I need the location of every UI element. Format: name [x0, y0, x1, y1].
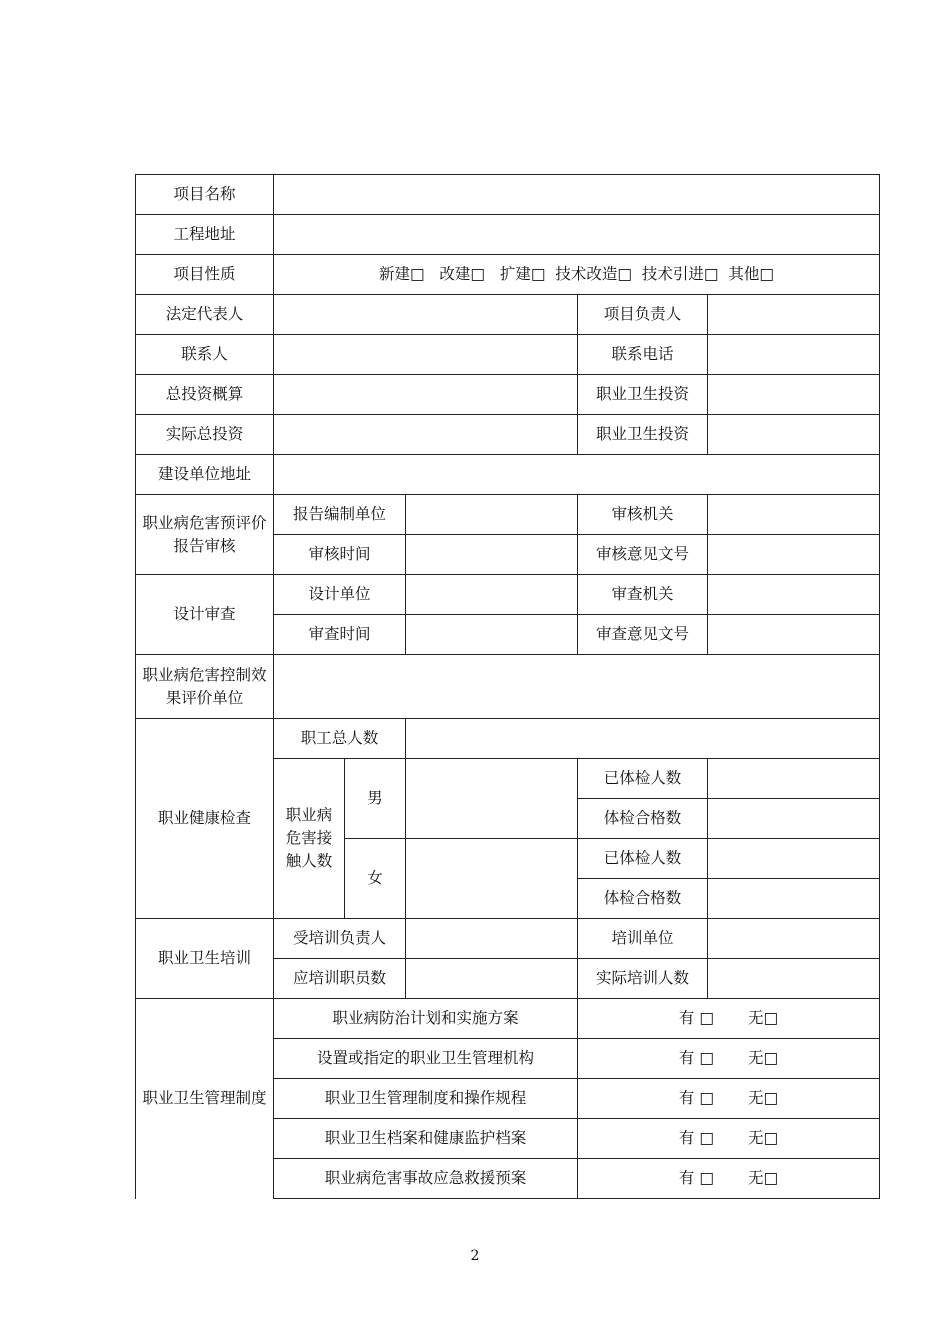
- address-label: 工程地址: [136, 215, 274, 255]
- male-qualified-field[interactable]: [708, 799, 880, 839]
- management-item-checkboxes[interactable]: [578, 1079, 880, 1119]
- review-time-label: 审核时间: [274, 535, 406, 575]
- male-examined-label: 已体检人数: [578, 759, 708, 799]
- management-item-label: 职业卫生档案和健康监护档案: [274, 1119, 578, 1159]
- project-lead-label: 项目负责人: [578, 295, 708, 335]
- total-budget-label: 总投资概算: [136, 375, 274, 415]
- female-count-field[interactable]: [406, 839, 578, 919]
- yes-checkbox[interactable]: 有 □: [678, 1129, 714, 1147]
- project-name-field[interactable]: [274, 175, 880, 215]
- no-checkbox[interactable]: 无□: [747, 1049, 779, 1067]
- trained-lead-field[interactable]: [406, 919, 578, 959]
- female-examined-field[interactable]: [708, 839, 880, 879]
- male-qualified-label: 体检合格数: [578, 799, 708, 839]
- yes-checkbox[interactable]: 有 □: [678, 1089, 714, 1107]
- management-item-checkboxes[interactable]: [578, 1039, 880, 1079]
- review-opinion-field[interactable]: [708, 535, 880, 575]
- project-nature-options[interactable]: 新建□ 改建□ 扩建□ 技术改造□ 技术引进□ 其他□: [274, 255, 880, 295]
- design-authority-field[interactable]: [708, 575, 880, 615]
- total-staff-label: 职工总人数: [274, 719, 406, 759]
- actual-trained-field[interactable]: [708, 959, 880, 999]
- management-item-label: 职业卫生管理制度和操作规程: [274, 1079, 578, 1119]
- control-eval-label: 职业病危害控制效果评价单位: [136, 655, 274, 719]
- female-qualified-label: 体检合格数: [578, 879, 708, 919]
- management-item-label: 职业病危害事故应急救援预案: [274, 1159, 578, 1199]
- design-authority-label: 审查机关: [578, 575, 708, 615]
- female-examined-label: 已体检人数: [578, 839, 708, 879]
- ohs-investment-field[interactable]: [708, 375, 880, 415]
- no-checkbox[interactable]: 无□: [747, 1009, 779, 1027]
- project-nature-label: 项目性质: [136, 255, 274, 295]
- total-budget-field[interactable]: [274, 375, 578, 415]
- project-lead-field[interactable]: [708, 295, 880, 335]
- yes-checkbox[interactable]: 有 □: [678, 1049, 714, 1067]
- management-item-checkboxes[interactable]: [578, 1119, 880, 1159]
- yes-checkbox[interactable]: 有 □: [678, 1009, 714, 1027]
- actual-total-field[interactable]: [274, 415, 578, 455]
- legal-rep-label: 法定代表人: [136, 295, 274, 335]
- contact-phone-field[interactable]: [708, 335, 880, 375]
- legal-rep-field[interactable]: [274, 295, 578, 335]
- male-examined-field[interactable]: [708, 759, 880, 799]
- management-label: 职业卫生管理制度: [136, 999, 274, 1199]
- expected-staff-field[interactable]: [406, 959, 578, 999]
- design-time-label: 审查时间: [274, 615, 406, 655]
- exposed-count-label: 职业病危害接触人数: [274, 759, 345, 919]
- actual-ohs-investment-field[interactable]: [708, 415, 880, 455]
- registration-form-table: [135, 174, 880, 1199]
- female-label: 女: [345, 839, 406, 919]
- contact-phone-label: 联系电话: [578, 335, 708, 375]
- ohs-investment-label: 职业卫生投资: [578, 375, 708, 415]
- trained-lead-label: 受培训负责人: [274, 919, 406, 959]
- no-checkbox[interactable]: 无□: [747, 1089, 779, 1107]
- contact-field[interactable]: [274, 335, 578, 375]
- no-checkbox[interactable]: 无□: [747, 1169, 779, 1187]
- review-time-field[interactable]: [406, 535, 578, 575]
- report-org-label: 报告编制单位: [274, 495, 406, 535]
- male-label: 男: [345, 759, 406, 839]
- design-review-label: 设计审查: [136, 575, 274, 655]
- management-item-label: 设置或指定的职业卫生管理机构: [274, 1039, 578, 1079]
- training-unit-field[interactable]: [708, 919, 880, 959]
- yes-checkbox[interactable]: 有 □: [678, 1169, 714, 1187]
- review-opinion-label: 审核意见文号: [578, 535, 708, 575]
- female-qualified-field[interactable]: [708, 879, 880, 919]
- address-field[interactable]: [274, 215, 880, 255]
- project-name-label: 项目名称: [136, 175, 274, 215]
- no-checkbox[interactable]: 无□: [747, 1129, 779, 1147]
- builder-address-label: 建设单位地址: [136, 455, 274, 495]
- training-unit-label: 培训单位: [578, 919, 708, 959]
- male-count-field[interactable]: [406, 759, 578, 839]
- management-item-checkboxes[interactable]: [578, 999, 880, 1039]
- actual-ohs-investment-label: 职业卫生投资: [578, 415, 708, 455]
- review-authority-field[interactable]: [708, 495, 880, 535]
- design-opinion-label: 审查意见文号: [578, 615, 708, 655]
- builder-address-field[interactable]: [274, 455, 880, 495]
- management-item-checkboxes[interactable]: [578, 1159, 880, 1199]
- management-item-label: 职业病防治计划和实施方案: [274, 999, 578, 1039]
- health-check-label: 职业健康检查: [136, 719, 274, 919]
- design-opinion-field[interactable]: [708, 615, 880, 655]
- actual-trained-label: 实际培训人数: [578, 959, 708, 999]
- review-authority-label: 审核机关: [578, 495, 708, 535]
- design-unit-field[interactable]: [406, 575, 578, 615]
- actual-total-label: 实际总投资: [136, 415, 274, 455]
- design-time-field[interactable]: [406, 615, 578, 655]
- expected-staff-label: 应培训职员数: [274, 959, 406, 999]
- total-staff-field[interactable]: [406, 719, 880, 759]
- pre-eval-label: 职业病危害预评价报告审核: [136, 495, 274, 575]
- training-label: 职业卫生培训: [136, 919, 274, 999]
- page-number: 2: [470, 1248, 480, 1264]
- contact-label: 联系人: [136, 335, 274, 375]
- report-org-field[interactable]: [406, 495, 578, 535]
- design-unit-label: 设计单位: [274, 575, 406, 615]
- control-eval-field[interactable]: [274, 655, 880, 719]
